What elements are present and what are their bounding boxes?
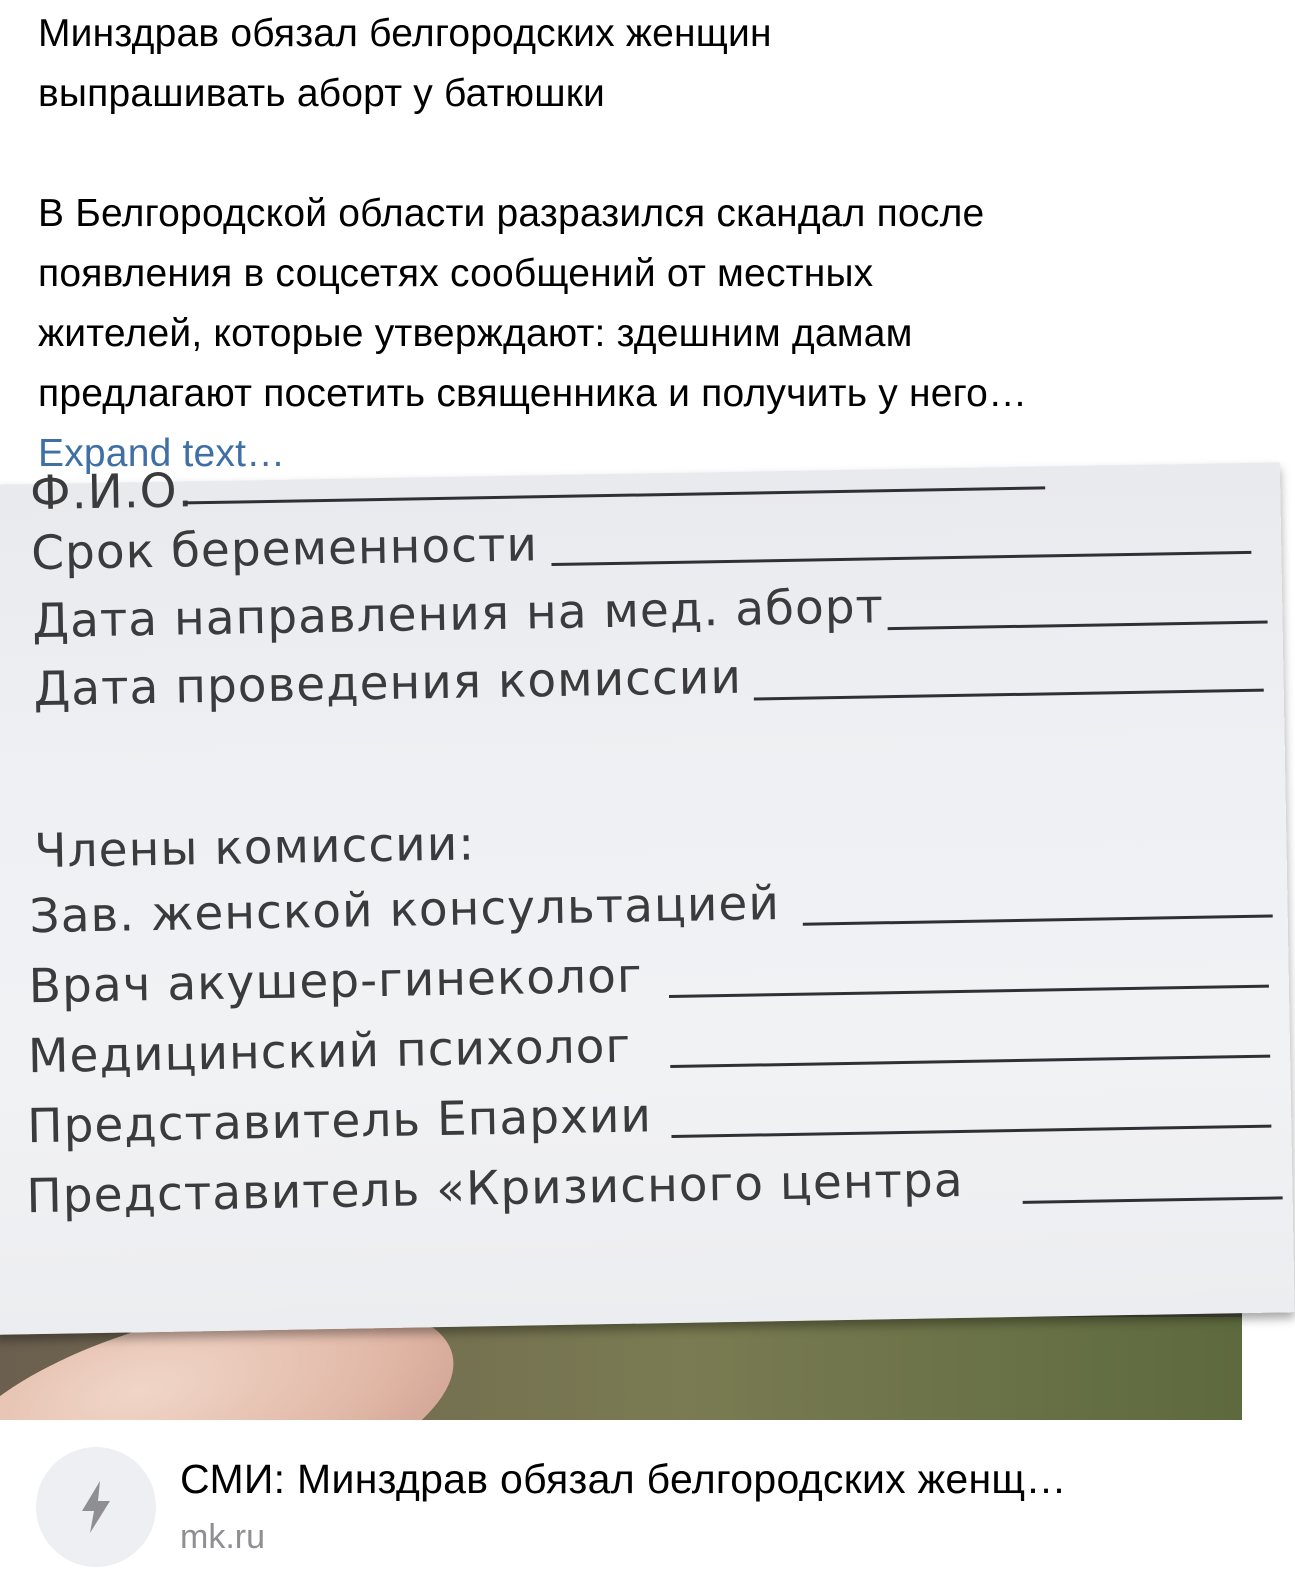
post-photo[interactable] bbox=[0, 463, 1242, 1420]
form-line-commission-date: Дата проведения комиссии bbox=[33, 649, 743, 718]
link-icon[interactable] bbox=[36, 1447, 156, 1567]
form-line-crisis-center-rep: Представитель «Кризисного центра bbox=[25, 1152, 965, 1225]
form-line-psychologist: Медицинский психолог bbox=[27, 1018, 632, 1085]
form-line-gynecologist: Врач акушер-гинеколог bbox=[28, 948, 643, 1015]
form-blank bbox=[669, 985, 1269, 998]
lightning-icon bbox=[76, 1479, 116, 1535]
form-line-pregnancy-term: Срок беременности bbox=[30, 517, 539, 582]
photo-document bbox=[0, 462, 1295, 1335]
form-line-commission-members: Члены комиссии: bbox=[33, 816, 476, 880]
form-blank bbox=[670, 1055, 1270, 1068]
form-blank bbox=[888, 621, 1268, 631]
post-text bbox=[38, 4, 1208, 484]
post-title: Минздрав обязал белгородских женщин выпрашивать аборт у батюшки bbox=[38, 12, 772, 115]
form-line-fio: Ф.И.О. bbox=[29, 463, 195, 522]
form-blank bbox=[551, 551, 1251, 566]
form-line-clinic-head: Зав. женской консультацией bbox=[29, 876, 781, 945]
form-line-referral-date: Дата направления на мед. аборт bbox=[31, 579, 885, 650]
form-blank bbox=[1023, 1196, 1283, 1204]
post-body-text: В Белгородской области разразился скандал после появления в соцсетях сообщений от местных жителей, которые утверждают: здешним дамам предлагают посетить священника и получить у него… bbox=[38, 192, 1028, 415]
link-title[interactable]: СМИ: Минздрав обязал белгородских женщ… bbox=[180, 1456, 1067, 1502]
form-line-diocese-rep: Представитель Епархии bbox=[26, 1088, 653, 1155]
form-blank bbox=[754, 689, 1264, 701]
form-blank bbox=[803, 915, 1273, 926]
link-domain: mk.ru bbox=[180, 1518, 265, 1556]
form-blank bbox=[185, 486, 1045, 504]
post-body bbox=[38, 184, 1208, 484]
form-blank bbox=[671, 1125, 1271, 1138]
expand-text-link[interactable]: Expand text… bbox=[38, 432, 286, 475]
